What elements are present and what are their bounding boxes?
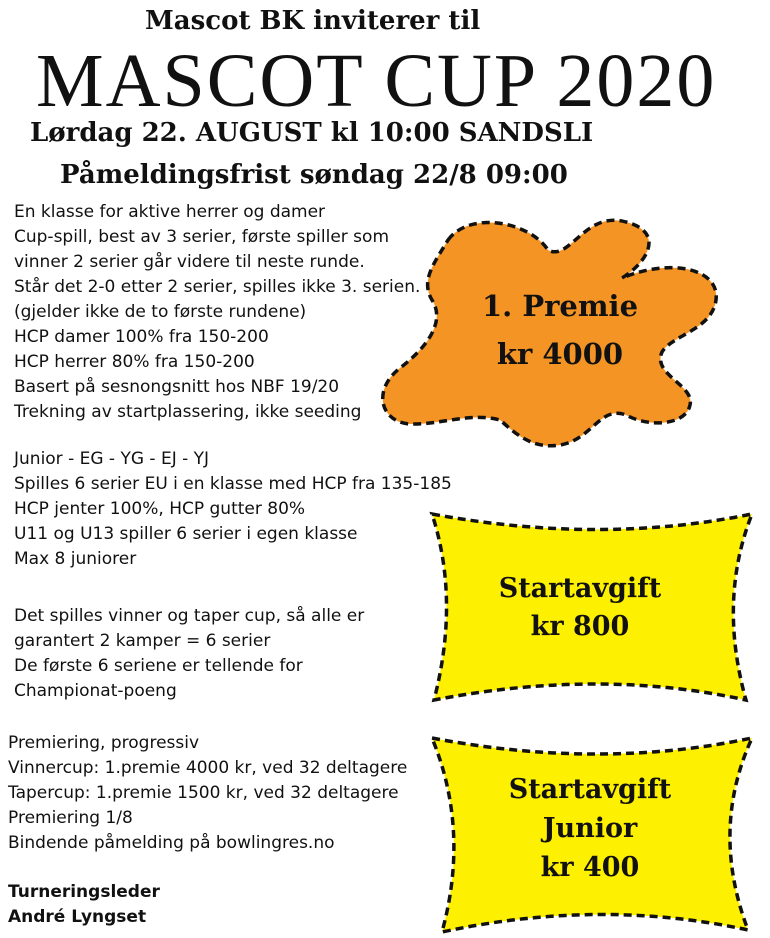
class-info-line: HCP damer 100% fra 150-200 (14, 327, 269, 347)
entry-fee-title: Startavgift (498, 573, 662, 604)
class-info-line: Basert på sesnongsnitt hos NBF 19/20 (14, 377, 340, 397)
junior-fee-amount: kr 400 (540, 852, 640, 883)
entry-fee-amount: kr 800 (530, 611, 630, 642)
junior-fee-title: Startavgift (508, 774, 672, 805)
event-title: MASCOT CUP 2020 (36, 39, 717, 123)
cup-info-block (14, 604, 364, 704)
event-date: Lørdag 22. AUGUST kl 10:00 SANDSLI (30, 118, 594, 148)
prize-info-block (8, 731, 407, 856)
registration-deadline: Påmeldingsfrist søndag 22/8 09:00 (60, 160, 568, 190)
tournament-leader-name: André Lyngset (8, 907, 147, 927)
junior-fee-subtitle: Junior (542, 813, 638, 844)
class-info-line: vinner 2 serier går videre til neste runde. (14, 252, 365, 272)
class-info-block (14, 200, 420, 425)
prize-info-line: Vinnercup: 1.premie 4000 kr, ved 32 deltagere (8, 758, 408, 778)
prize-info-line: Bindende påmelding på bowlingres.no (8, 833, 335, 853)
prize-info-line: Premiering, progressiv (8, 733, 200, 753)
invite-heading: Mascot BK inviterer til (145, 6, 481, 36)
class-info-line: Cup-spill, best av 3 serier, første spiller som (14, 227, 390, 247)
cup-info-line: Championat-poeng (14, 681, 177, 701)
cup-info-line: De første 6 seriene er tellende for (14, 656, 303, 676)
junior-info-line: Max 8 juniorer (14, 549, 137, 569)
junior-info-block (14, 447, 452, 572)
prize-info-line: Tapercup: 1.premie 1500 kr, ved 32 deltagere (8, 783, 399, 803)
tournament-leader (8, 880, 160, 930)
junior-info-line: Spilles 6 serier EU i en klasse med HCP fra 135-185 (14, 474, 452, 494)
cup-info-line: Det spilles vinner og taper cup, så alle er (14, 606, 365, 626)
prize-info-line: Premiering 1/8 (8, 808, 133, 828)
first-prize-title: 1. Premie (481, 289, 639, 323)
class-info-line: Trekning av startplassering, ikke seeding (14, 402, 362, 422)
class-info-line: En klasse for aktive herrer og damer (14, 202, 326, 222)
class-info-line: HCP herrer 80% fra 150-200 (14, 352, 255, 372)
junior-info-line: U11 og U13 spiller 6 serier i egen klasse (14, 524, 358, 544)
tournament-leader-role: Turneringsleder (8, 882, 160, 902)
first-prize-amount: kr 4000 (496, 337, 624, 371)
class-info-line: Står det 2-0 etter 2 serier, spilles ikke 3. serien. (14, 277, 421, 297)
cup-info-line: garantert 2 kamper = 6 serier (14, 631, 271, 651)
junior-fee-label (470, 770, 710, 887)
junior-info-line: HCP jenter 100%, HCP gutter 80% (14, 499, 306, 519)
junior-info-line: Junior - EG - YG - EJ - YJ (14, 449, 210, 469)
class-info-line: (gjelder ikke de to første rundene) (14, 302, 307, 322)
